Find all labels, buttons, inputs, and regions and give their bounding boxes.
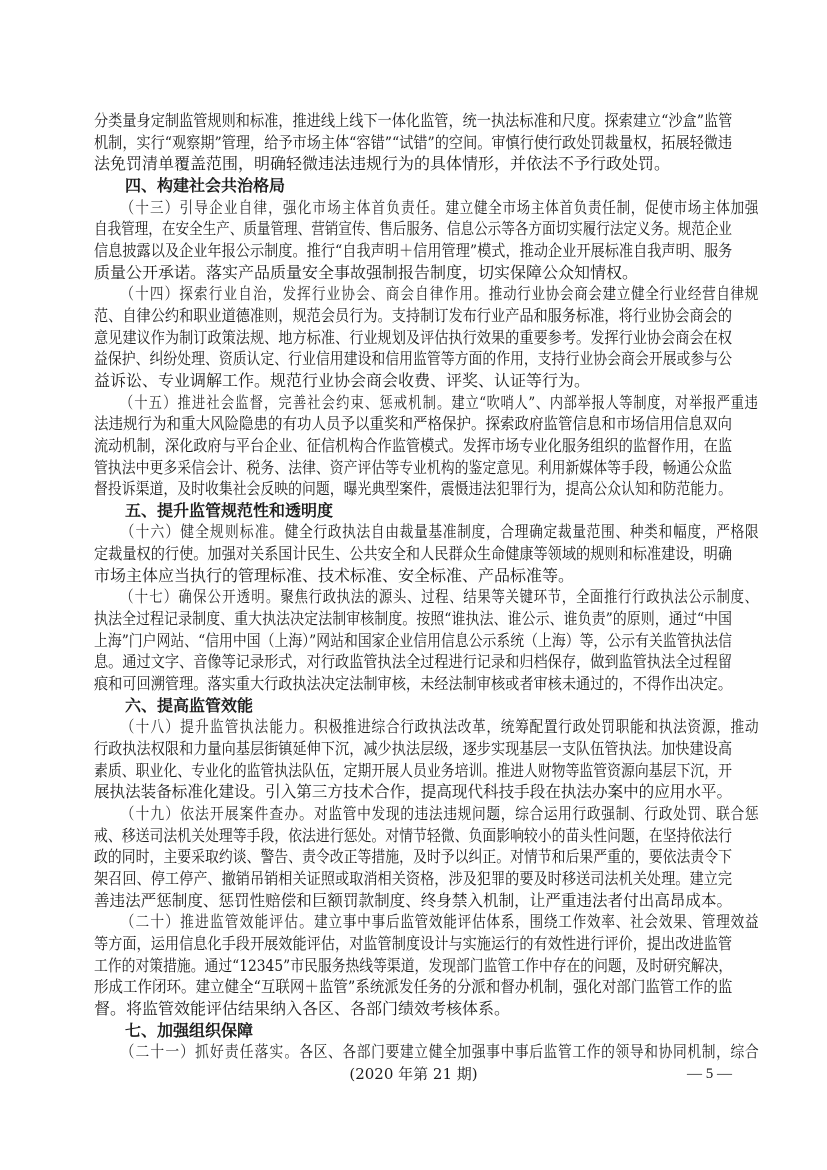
text-line: [94, 435, 732, 457]
line-text: 素质、职业化、专业化的监管执法队伍，定期开展人员业务培训。推进人财物等监管资源向基层下沉，开: [94, 760, 732, 780]
paragraph: [94, 1041, 759, 1063]
line-text: 分类量身定制监管规则和标准，推进线上线下一体化监管，统一执法标准和尺度。探索建立“沙盒”监管: [94, 111, 733, 130]
line-text: 流动机制，深化政府与平台企业、征信机构合作监管模式。发挥市场专业化服务组织的监督作用，在监: [94, 435, 733, 455]
text-line: [94, 586, 758, 608]
line-text: 执法全过程记录制度、重大执法决定法制审核制度。按照“谁执法、谁公示、谁负责”的原则，通过“中国: [94, 609, 733, 629]
paragraph-lead-phrase: （二十一）抓好责任落实。: [120, 1042, 300, 1062]
text-line: [94, 911, 759, 933]
text-line: [94, 283, 758, 305]
text-line: [94, 370, 732, 392]
text-line: [94, 738, 732, 760]
line-text: 健全行政执法自由裁量基准制度，合理确定裁量范围、种类和幅度，严格限: [284, 522, 759, 542]
paragraph: [94, 586, 759, 694]
line-text: 督投诉渠道，及时收集社会反映的问题，曝光典型案件，震慑违法犯罪行为，提高公众认知和防范能力。: [94, 479, 732, 499]
text-line: [94, 543, 732, 565]
text-line: [94, 673, 732, 695]
text-line: [94, 132, 732, 154]
text-line: [94, 998, 732, 1020]
text-line: [94, 197, 758, 219]
paragraph: [94, 803, 759, 911]
line-text: 等方面，运用信息化手段开展效能评估，对监管制度设计与实施运行的有效性进行评价，提出改进监管: [94, 933, 733, 953]
line-text: 法违规行为和重大风险隐患的有功人员予以重奖和严格保护。探索政府监管信息和市场信用信息双向: [94, 414, 733, 434]
text-line: [94, 413, 732, 435]
paragraph-lead-phrase: （十三）引导企业自律，强化市场主体首负责任。: [120, 197, 446, 217]
line-text: 建立健全市场主体首负责任制，促使市场主体加强: [445, 197, 759, 217]
paragraph: [94, 197, 759, 284]
line-text: 法免罚清单覆盖范围，明确轻微违法违规行为的具体情形，并依法不予行政处罚。: [94, 154, 671, 174]
paragraph: [94, 110, 732, 175]
section-heading: 五、提升监管规范性和透明度: [125, 500, 334, 520]
text-line: [94, 803, 759, 825]
text-line: [94, 868, 732, 890]
text-line: [94, 933, 732, 955]
text-line: [94, 565, 732, 587]
paragraph: [94, 521, 759, 586]
line-text: 形成工作闭环。建立健全“互联网＋监管”系统派发任务的分派和督办机制，强化对部门监管工作的监: [94, 977, 733, 997]
text-line: [94, 521, 759, 543]
line-text: 推动行业协会商会建立健全行业经营自律规: [488, 284, 759, 304]
text-line: [94, 240, 732, 262]
text-line: [94, 651, 732, 673]
paragraph-lead-phrase: （十七）确保公开透明。: [120, 587, 281, 607]
text-line: [94, 955, 732, 977]
text-line: [94, 890, 732, 912]
line-text: 自我管理，在安全生产、质量管理、营销宣传、售后服务、信息公示等各方面切实履行法定义务。规范企业: [94, 219, 733, 239]
line-text: 对监管中发现的违法违规问题，综合运用行政强制、行政处罚、联合惩: [314, 804, 759, 823]
paragraph-lead-phrase: （十八）提升监管执法能力。: [120, 717, 315, 737]
document-body: [94, 110, 759, 1063]
text-line: [94, 327, 732, 349]
paragraph-lead-phrase: （十四）探索行业自治，发挥行业协会、商会自律作用。: [120, 284, 489, 304]
text-line: [94, 457, 732, 479]
text-line: [94, 392, 758, 414]
text-line: [94, 262, 732, 284]
line-text: 积极推进综合行政执法改革，统筹配置行政处罚职能和执法资源，推动: [314, 717, 759, 737]
line-text: 上海”门户网站、“信用中国（上海）”网站和国家企业信用信息公示系统（上海）等，公示有关监管执法信: [94, 630, 733, 650]
line-text: 各区、各部门要建立健全加强事中事后监管工作的领导和协同机制，综合: [299, 1042, 759, 1062]
line-text: 工作的对策措施。通过“12345”市民服务热线等渠道，发现部门监管工作中存在的问题，及时研究解决，: [94, 955, 733, 975]
line-text: 机制，实行“观察期”管理，给予市场主体“容错”“试错”的空间。审慎行使行政处罚裁量权，拓展轻微违: [94, 132, 733, 152]
text-line: [94, 760, 732, 782]
text-line: [94, 1041, 759, 1063]
section-heading: 四、构建社会共治格局: [125, 175, 286, 195]
paragraph: [94, 716, 759, 803]
section-heading: 七、加强组织保障: [125, 1020, 254, 1040]
text-line: [94, 478, 732, 500]
line-text: 架召回、停工停产、撤销吊销相关证照或取消相关资格，涉及犯罪的要及时移送司法机关处理。建立完: [94, 868, 733, 888]
text-line: [94, 348, 732, 370]
paragraph: [94, 911, 759, 1019]
paragraph-lead-phrase: （十九）依法开展案件查办。: [120, 804, 315, 823]
text-line: [94, 976, 732, 998]
text-line: [94, 218, 732, 240]
line-text: 益保护、纠纷处理、资质认定、行业信用建设和信用监管等方面的作用，支持行业协会商会开展或参与公: [94, 349, 732, 369]
line-text: 行政执法权限和力量向基层街镇延伸下沉，减少执法层级，逐步实现基层一支队伍管执法。加快建设高: [94, 739, 733, 759]
line-text: 益诉讼、专业调解工作。规范行业协会商会收费、评奖、认证等行为。: [94, 370, 591, 390]
line-text: 痕和可回溯管理。落实重大行政执法决定法制审核，未经法制审核或者审核未通过的，不得作出决定。: [94, 674, 733, 694]
paragraph: [94, 283, 759, 391]
line-text: 聚焦行政执法的源头、过程、结果等关键环节，全面推行行政执法公示制度、: [280, 587, 759, 607]
line-text: 督。将监管效能评估结果纳入各区、各部门绩效考核体系。: [94, 998, 511, 1018]
text-line: [94, 153, 732, 175]
text-line: [94, 781, 732, 803]
line-text: 意见建议作为制订政策法规、地方标准、行业规划及评估执行效果的重要参考。发挥行业协会商会在权: [94, 327, 733, 347]
footer-issue-label: (2020 年第 21 期): [349, 1065, 478, 1083]
line-text: 质量公开承诺。落实产品质量安全事故强制报告制度，切实保障公众知情权。: [94, 262, 639, 282]
text-line: [94, 716, 759, 738]
line-text: 建立事中事后监管效能评估体系，围绕工作效率、社会效果、管理效益: [314, 912, 759, 932]
line-text: 市场主体应当执行的管理标准、技术标准、安全标准、产品标准等。: [94, 565, 575, 585]
paragraph: [94, 392, 758, 500]
line-text: 范、自律公约和职业道德准则，规范会员行为。支持制订发布行业产品和服务标准，将行业协会商会的: [94, 305, 733, 325]
line-text: 管执法中更多采信会计、税务、法律、资产评估等专业机构的鉴定意见。利用新媒体等手段，畅通公众监: [94, 457, 732, 477]
line-text: 戒、移送司法机关处理等手段，依法进行惩处。对情节轻微、负面影响较小的苗头性问题，在坚持依法行: [94, 825, 732, 845]
line-text: 展执法装备标准化建设。引入第三方技术合作，提高现代科技手段在执法办案中的应用水平。: [94, 782, 733, 802]
text-line: [94, 110, 732, 132]
line-text: 信息披露以及企业年报公示制度。推行“自我声明＋信用管理”模式，推动企业开展标准自我声明、服务: [94, 240, 733, 260]
section-heading: 六、提高监管效能: [125, 695, 254, 715]
page-number: — 5 —: [687, 1066, 732, 1082]
paragraph-lead-phrase: （十六）健全规则标准。: [120, 522, 285, 542]
text-line: [94, 630, 732, 652]
paragraph-lead-phrase: （二十）推进监管效能评估。: [120, 912, 315, 932]
paragraph-lead-phrase: （十五）推进社会监督，完善社会约束、惩戒机制。: [119, 392, 452, 412]
line-text: 建立“吹哨人”、内部举报人等制度，对举报严重违: [451, 392, 758, 412]
text-line: [94, 846, 732, 868]
line-text: 息。通过文字、音像等记录形式，对行政监管执法全过程进行记录和归档保存，做到监管执法全过程留: [94, 652, 733, 672]
line-text: 定裁量权的行使。加强对关系国计民生、公共安全和人民群众生命健康等领域的规则和标准建设，明确: [94, 544, 733, 564]
text-line: [94, 825, 732, 847]
text-line: [94, 305, 732, 327]
line-text: 政的同时，主要采取约谈、警告、责令改正等措施，及时予以纠正。对情节和后果严重的，要依法责令下: [94, 847, 732, 867]
line-text: 善违法严惩制度、惩罚性赔偿和巨额罚款制度、终身禁入机制，让严重违法者付出高昂成本。: [94, 890, 733, 910]
text-line: [94, 608, 732, 630]
